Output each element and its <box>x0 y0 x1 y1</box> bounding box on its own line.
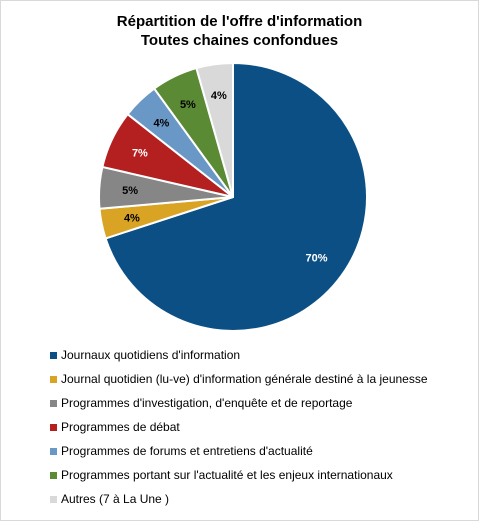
legend-label: Programmes de forums et entretiens d'actualité <box>61 444 313 458</box>
legend-label: Programmes d'investigation, d'enquête et de reportage <box>61 396 353 410</box>
chart-title: Répartition de l'offre d'information <box>116 13 363 30</box>
legend-swatch <box>50 376 57 383</box>
legend-swatch <box>50 448 57 455</box>
legend-swatch <box>50 472 57 479</box>
legend-swatch <box>50 400 57 407</box>
legend-label: Journaux quotidiens d'information <box>61 348 241 362</box>
slice-data-label: 5% <box>179 99 196 112</box>
legend-label: Autres (7 à La Une ) <box>61 492 170 506</box>
slice-data-label: 4% <box>210 89 227 102</box>
slice-data-label: 7% <box>131 147 148 160</box>
legend-swatch <box>50 352 57 359</box>
chart-subtitle: Toutes chaines confondues <box>140 32 339 49</box>
slice-data-label: 5% <box>122 184 139 197</box>
slice-data-label: 4% <box>123 212 140 225</box>
legend-swatch <box>50 496 57 503</box>
legend-label: Programmes portant sur l'actualité et les enjeux internationaux <box>61 468 393 482</box>
legend-label: Programmes de débat <box>61 420 180 434</box>
legend-label: Journal quotidien (lu-ve) d'information générale destiné à la jeunesse <box>61 372 428 386</box>
slice-data-label: 70% <box>305 252 328 265</box>
legend-swatch <box>50 424 57 431</box>
slice-data-label: 4% <box>153 117 170 130</box>
